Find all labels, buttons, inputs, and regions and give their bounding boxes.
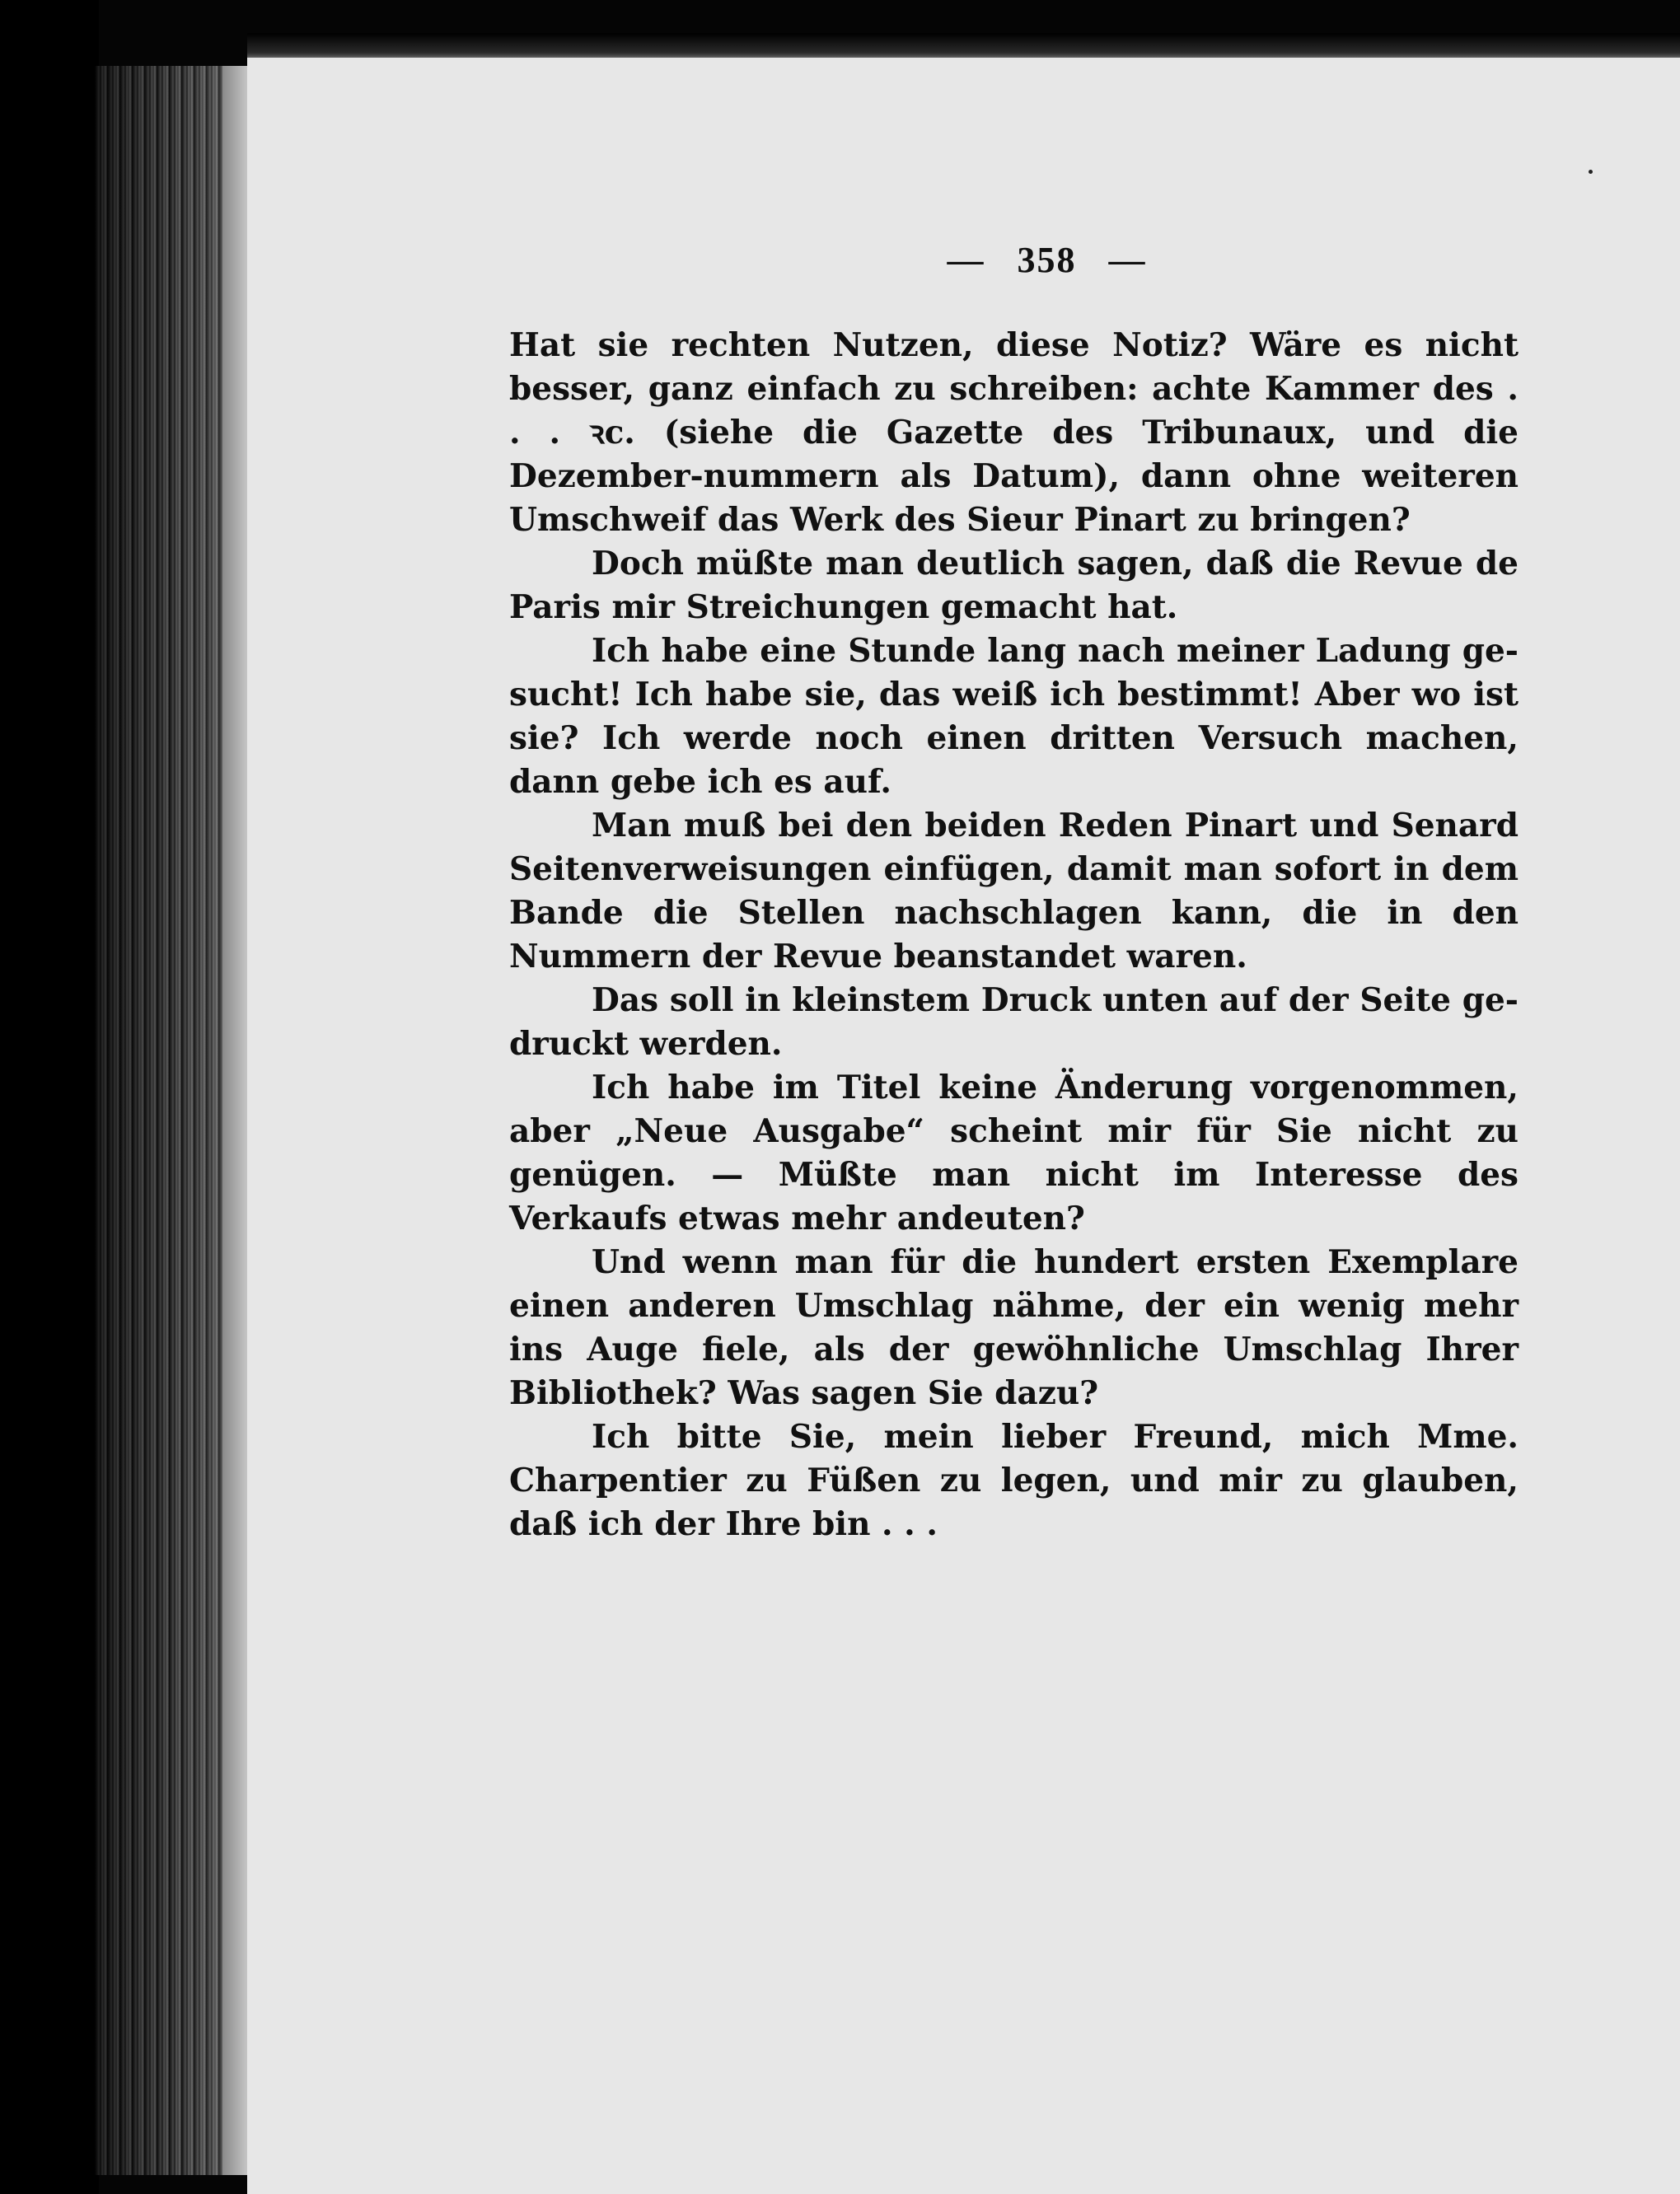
paragraph: Und wenn man für die hundert ersten Exemplare einen anderen Umschlag nähme, der ein wenig mehr ins Auge fiele, als der gewöhnliche Umschlag Ihrer Bibliothek? Was sagen Sie dazu? <box>509 1243 1519 1412</box>
paragraph: Ich habe im Titel keine Änderung vorgenommen, aber „Neue Ausgabe“ scheint mir für Sie nicht zu genügen. — Müßte man nicht im Interesse des Verkaufs etwas mehr andeuten? <box>509 1069 1519 1237</box>
paragraph: Hat sie rechten Nutzen, diese Notiz? Wäre es nicht besser, ganz einfach zu schreiben: achte Kammer des . . . ꝛc. (siehe die Gazette des Tribunaux, und die Dezember-nummern als Datum), dann ohne weiteren Umschweif das Werk des Sieur Pinart zu bringen? <box>509 326 1519 539</box>
page-number-line <box>575 239 1519 281</box>
paragraph: Doch müßte man deutlich sagen, daß die Revue de Paris mir Streichungen gemacht hat. <box>509 545 1519 626</box>
page-content <box>509 239 1519 1546</box>
scanner-background <box>0 0 99 2194</box>
paragraph: Man muß bei den beiden Reden Pinart und Senard Seitenverweisungen einfügen, damit man sofort in dem Bande die Stellen nachschlagen kann, die in den Nummern der Revue beanstandet waren. <box>509 807 1519 975</box>
page-number-dash-left: — <box>947 240 985 280</box>
paragraph: Ich habe eine Stunde lang nach meiner Ladung ge-sucht! Ich habe sie, das weiß ich bestimmt! Aber wo ist sie? Ich werde noch einen dritten Versuch machen, dann gebe ich es auf. <box>509 632 1519 801</box>
book-fore-edge <box>95 66 243 2175</box>
dust-speck <box>1589 170 1593 174</box>
paragraph: Ich bitte Sie, mein lieber Freund, mich Mme. Charpentier zu Füßen zu legen, und mir zu glauben, daß ich der Ihre bin . . . <box>509 1418 1519 1543</box>
page-number-dash-right: — <box>1108 240 1147 280</box>
paragraph: Das soll in kleinstem Druck unten auf der Seite ge-druckt werden. <box>509 981 1519 1063</box>
page-number: 358 <box>1017 240 1077 280</box>
